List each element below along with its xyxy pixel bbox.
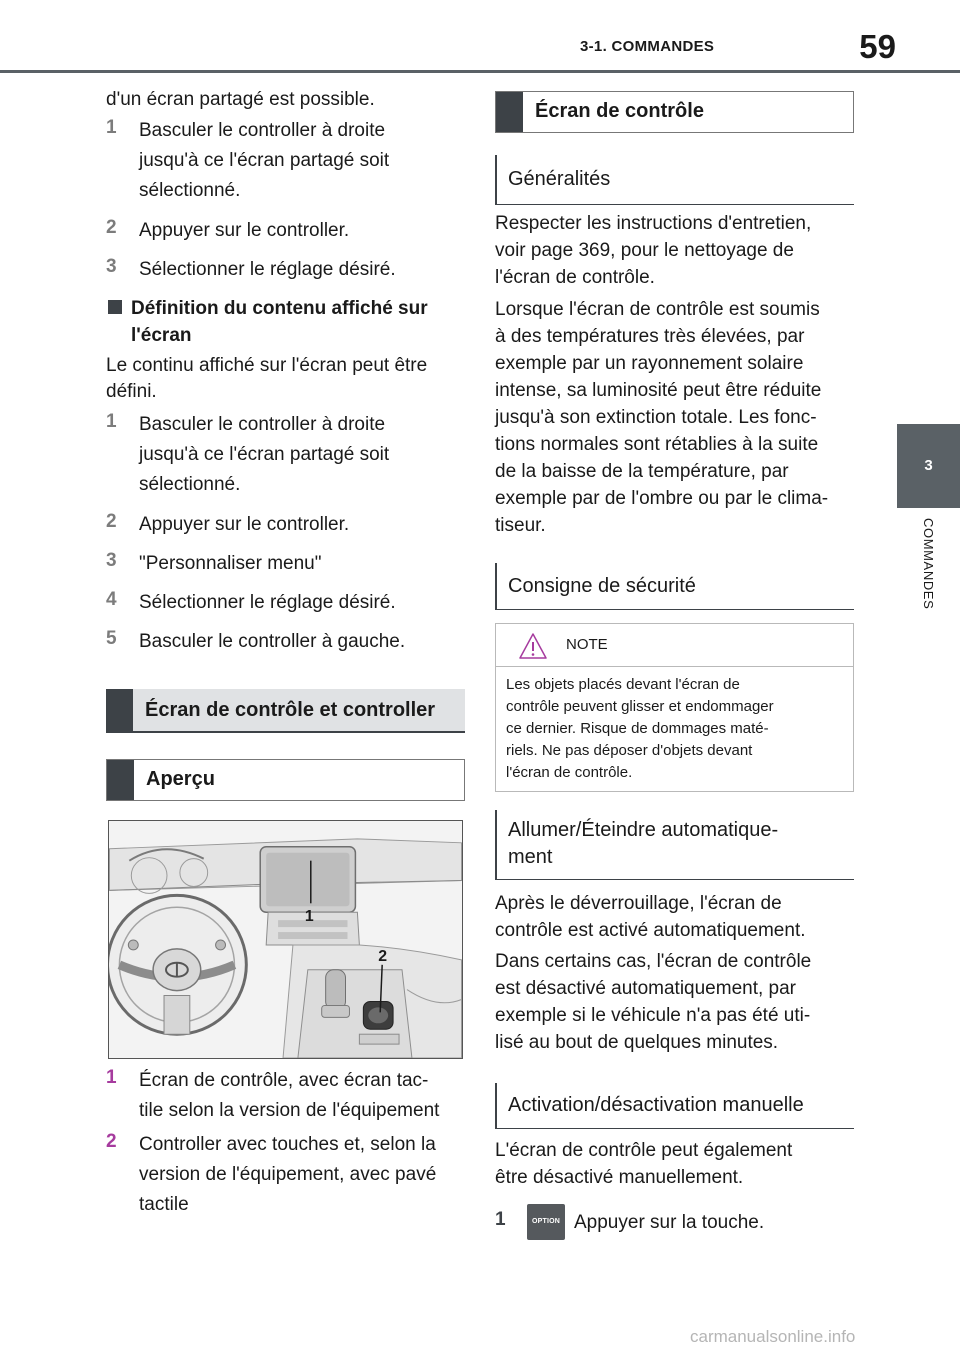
paragraph-line: être désactivé manuellement. xyxy=(495,1167,744,1188)
option-button-icon: OPTION xyxy=(527,1204,565,1240)
step-text: Sélectionner le réglage désiré. xyxy=(139,259,396,280)
note-label: NOTE xyxy=(566,636,608,653)
step-text: sélectionné. xyxy=(139,180,241,201)
step-number: 2 xyxy=(106,217,117,238)
step-text: "Personnaliser menu" xyxy=(139,553,322,574)
paragraph-line: lisé au bout de quelques minutes. xyxy=(495,1032,779,1053)
step-number: 3 xyxy=(106,256,117,277)
subsection-title: Généralités xyxy=(508,168,611,190)
paragraph: Le continu affiché sur l'écran peut être xyxy=(106,355,428,376)
note-line: contrôle peuvent glisser et endommager xyxy=(506,698,774,715)
paragraph-line: Dans certains cas, l'écran de contrôle xyxy=(495,951,812,972)
callout-2-label: 2 xyxy=(378,947,388,965)
subheading: l'écran xyxy=(131,325,192,346)
section-rule xyxy=(106,731,465,733)
paragraph-line: Lorsque l'écran de contrôle est soumis xyxy=(495,299,820,320)
legend-text: Écran de contrôle, avec écran tac- xyxy=(139,1070,429,1091)
legend-text: version de l'équipement, avec pavé xyxy=(139,1164,437,1185)
step-text: Appuyer sur le controller. xyxy=(139,514,350,535)
paragraph-line: Après le déverrouillage, l'écran de xyxy=(495,893,782,914)
chapter-title: 3-1. COMMANDES xyxy=(580,38,715,55)
legend-text: tactile xyxy=(139,1194,189,1215)
legend-number: 1 xyxy=(106,1067,117,1088)
step-number: 2 xyxy=(106,511,117,532)
legend-text: Controller avec touches et, selon la xyxy=(139,1134,436,1155)
callout-1-label: 1 xyxy=(304,908,314,926)
subsection-generalites xyxy=(495,155,854,205)
paragraph-line: jusqu'à son extinction totale. Les fonc- xyxy=(495,407,817,428)
paragraph-line: de la baisse de la température, par xyxy=(495,461,789,482)
note-line: ce dernier. Risque de dommages maté- xyxy=(506,720,769,737)
section-header xyxy=(106,689,465,731)
subsection-title: Consigne de sécurité xyxy=(508,575,696,597)
section-marker xyxy=(106,689,133,731)
paragraph-line: exemple par un rayonnement solaire xyxy=(495,353,804,374)
subsection-title: Activation/désactivation manuelle xyxy=(508,1094,804,1116)
note-line: l'écran de contrôle. xyxy=(506,764,633,781)
paragraph-line: L'écran de contrôle peut également xyxy=(495,1140,793,1161)
chapter-tab-label xyxy=(897,518,960,648)
watermark: carmanualsonline.info xyxy=(690,1327,856,1346)
page-number: 59 xyxy=(859,28,896,65)
step-text: jusqu'à ce l'écran partagé soit xyxy=(139,150,390,171)
warning-triangle-icon xyxy=(518,632,548,660)
subsection-header xyxy=(106,759,465,801)
paragraph-line: voir page 369, pour le nettoyage de xyxy=(495,240,794,261)
paragraph-line: exemple si le véhicule n'a pas été uti- xyxy=(495,1005,811,1026)
step-number: 1 xyxy=(495,1209,506,1230)
intro-text: d'un écran partagé est possible. xyxy=(106,89,375,110)
paragraph-line: à des températures très élevées, par xyxy=(495,326,805,347)
paragraph-line: l'écran de contrôle. xyxy=(495,267,655,288)
subsection-title: ment xyxy=(508,846,553,868)
subsection-title: Aperçu xyxy=(146,768,215,790)
chapter-tab-number: 3 xyxy=(897,424,960,508)
bullet-square-icon xyxy=(108,300,122,314)
section-header xyxy=(495,91,854,133)
step-text: Appuyer sur le controller. xyxy=(139,220,350,241)
step-text: Basculer le controller à droite xyxy=(139,414,386,435)
paragraph-line: est désactivé automatiquement, par xyxy=(495,978,797,999)
legend-number: 2 xyxy=(106,1131,117,1152)
note-box xyxy=(495,623,854,792)
legend-text: tile selon la version de l'équipement xyxy=(139,1100,440,1121)
step-text: sélectionné. xyxy=(139,474,241,495)
paragraph-line: Respecter les instructions d'entretien, xyxy=(495,213,812,234)
paragraph-line: contrôle est activé automatiquement. xyxy=(495,920,806,941)
section-marker xyxy=(496,92,523,132)
note-line: Les objets placés devant l'écran de xyxy=(506,676,740,693)
note-line: riels. Ne pas déposer d'objets devant xyxy=(506,742,753,759)
subsection-auto xyxy=(495,810,854,880)
paragraph-line: exemple par de l'ombre ou par le clima- xyxy=(495,488,829,509)
paragraph: défini. xyxy=(106,381,157,402)
header-rule xyxy=(0,70,960,73)
subsection-manuelle xyxy=(495,1083,854,1129)
section-title: Écran de contrôle xyxy=(535,100,704,122)
step-number: 4 xyxy=(106,589,117,610)
step-text: jusqu'à ce l'écran partagé soit xyxy=(139,444,390,465)
paragraph-line: tiseur. xyxy=(495,515,546,536)
subsection-securite xyxy=(495,563,854,610)
dashboard-illustration xyxy=(108,820,463,1059)
subsection-marker xyxy=(107,760,134,800)
step-text: Appuyer sur la touche. xyxy=(574,1212,765,1233)
dashboard-drawing xyxy=(109,821,462,1058)
subsection-title: Allumer/Éteindre automatique- xyxy=(508,819,779,841)
step-text: Basculer le controller à gauche. xyxy=(139,631,406,652)
note-header xyxy=(496,624,853,667)
paragraph-line: intense, sa luminosité peut être réduite xyxy=(495,380,822,401)
step-text: Basculer le controller à droite xyxy=(139,120,386,141)
subheading: Définition du contenu affiché sur xyxy=(131,298,428,319)
step-number: 3 xyxy=(106,550,117,571)
section-title: Écran de contrôle et controller xyxy=(145,698,436,721)
note-body xyxy=(506,674,841,784)
paragraph-line: tions normales sont rétablies à la suite xyxy=(495,434,819,455)
step-number: 1 xyxy=(106,117,117,138)
step-number: 1 xyxy=(106,411,117,432)
chapter-tab-text: COMMANDES xyxy=(921,518,936,610)
step-text: Sélectionner le réglage désiré. xyxy=(139,592,396,613)
step-number: 5 xyxy=(106,628,117,649)
